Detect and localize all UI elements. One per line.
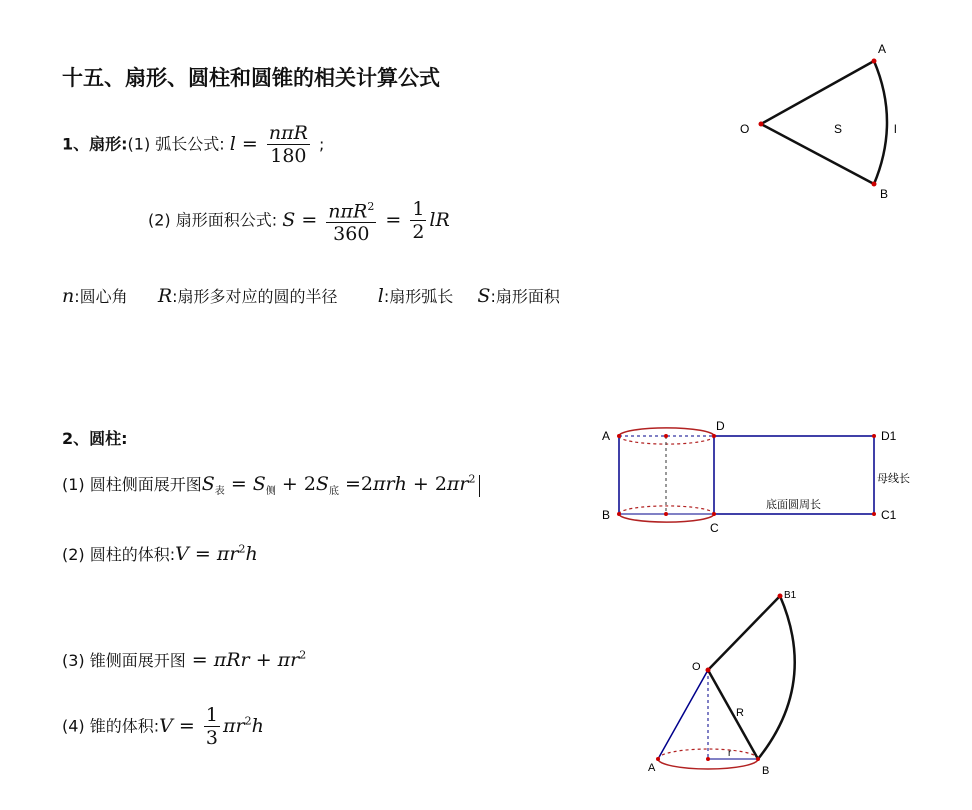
- label-D: D: [716, 419, 725, 433]
- label-B: B: [602, 508, 611, 522]
- label-A: A: [602, 429, 611, 443]
- legend-n-text: :圆心角: [74, 287, 128, 306]
- cylinder-heading: 2、圆柱:: [62, 429, 128, 448]
- sector-heading: 1、扇形:: [62, 134, 128, 154]
- label-O: O: [692, 661, 701, 673]
- label-l: l: [894, 122, 897, 136]
- legend-R-text: :扇形多对应的圆的半径: [172, 287, 338, 306]
- cone-volume-label: (4) 锥的体积:: [62, 716, 160, 736]
- label-B: B: [762, 765, 770, 777]
- cone-frac-den: 3: [205, 727, 218, 749]
- sub-biao: 表: [214, 486, 225, 497]
- cylinder-lateral-label: (1) 圆柱侧面展开图: [62, 475, 202, 494]
- arc-length-formula: l = $\frac{\text{nπR}}{180}$: [229, 122, 308, 167]
- label-A: A: [648, 762, 656, 774]
- sector-arc-formula-line: [62, 122, 324, 167]
- label-base-circumference: 底面圆周长: [766, 499, 821, 511]
- cone-surface-formula: = $\pi Rr + \pi r^2$: [185, 648, 307, 671]
- cylinder-volume-line: [62, 542, 258, 565]
- label-B1: B1: [784, 590, 797, 601]
- label-O: O: [740, 122, 750, 136]
- legend-n-symbol: n: [62, 285, 75, 307]
- area-denominator: 360: [333, 223, 370, 246]
- label-A: A: [878, 42, 887, 56]
- label-B: B: [880, 187, 889, 201]
- label-D1: D1: [881, 429, 897, 443]
- half-denominator: 2: [412, 221, 425, 244]
- cylinder-lateral-line: [62, 472, 480, 497]
- label-S: S: [834, 122, 843, 136]
- text-cursor: [479, 475, 480, 497]
- legend-l-text: :扇形弧长: [383, 287, 454, 306]
- arc-length-label: (1) 弧长公式:: [127, 134, 225, 154]
- cylinder-volume-label: (2) 圆柱的体积:: [62, 545, 176, 564]
- cone-lateral-label: (3) 锥侧面展开图: [62, 651, 186, 670]
- legend-S-text: :扇形面积: [490, 287, 560, 306]
- sector-area-formula-line: [148, 196, 450, 245]
- cone-lateral-line: [62, 648, 306, 671]
- page-title: 十五、扇形、圆柱和圆锥的相关计算公式: [62, 66, 440, 90]
- label-C1: C1: [881, 508, 897, 522]
- label-C: C: [710, 521, 719, 535]
- sub-di: 底: [328, 486, 339, 497]
- sector-diagram: [730, 40, 910, 210]
- label-R: R: [736, 707, 744, 719]
- legend-l-symbol: l: [377, 285, 384, 307]
- sub-ce: 侧: [265, 486, 276, 497]
- legend-R-symbol: R: [157, 285, 173, 307]
- sector-area-formula: S = $\frac{n\pi R^2}{360}$ = $\frac{1}{2}$ lR: [282, 209, 450, 231]
- cone-volume-line: [62, 704, 264, 749]
- sector-legend: [62, 284, 560, 307]
- cone-diagram: [640, 584, 840, 784]
- label-generatrix: 母线长: [877, 473, 910, 485]
- half-numerator: 1: [412, 198, 425, 221]
- label-r: r: [728, 748, 732, 759]
- cone-volume-formula: V = $\frac{1}{3}$ $\pi r^2h$: [159, 704, 264, 749]
- cone-frac-num: 1: [205, 704, 218, 726]
- cylinder-diagram: [596, 408, 926, 538]
- area-numerator: nπR: [328, 200, 368, 223]
- cylinder-surface-formula: $S_表 = S_侧 + 2S_底 =2\pi rh + 2\pi r^2$: [201, 472, 476, 497]
- arc-denominator: 180: [270, 145, 307, 167]
- legend-S-symbol: S: [477, 285, 491, 307]
- arc-tail: ;: [318, 134, 325, 154]
- arc-numerator: nπR: [268, 122, 308, 144]
- sector-area-label: (2) 扇形面积公式:: [148, 210, 278, 230]
- cylinder-volume-formula: $V = \pi r^2h$: [175, 542, 258, 565]
